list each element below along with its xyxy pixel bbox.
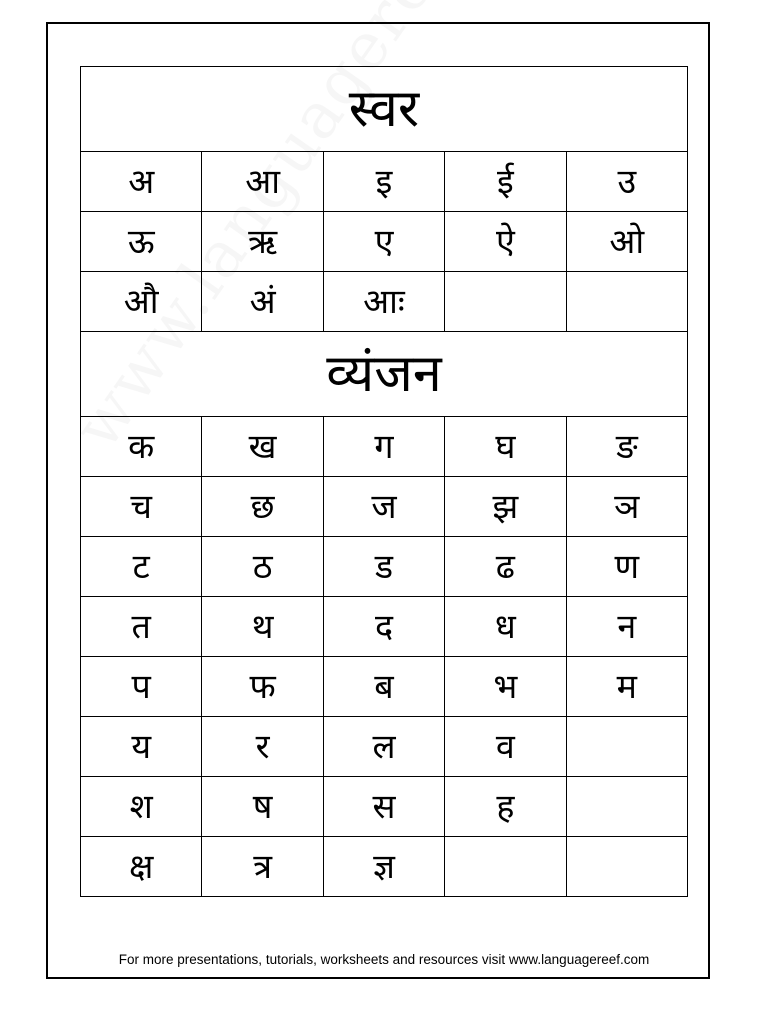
letter-cell: श bbox=[81, 777, 202, 837]
letter-cell bbox=[566, 717, 687, 777]
letter-cell: इ bbox=[323, 152, 444, 212]
vowels-heading-row bbox=[81, 67, 688, 152]
letter-cell: ड bbox=[323, 537, 444, 597]
letter-cell: क bbox=[81, 417, 202, 477]
footer-note: For more presentations, tutorials, worksheets and resources visit www.languagereef.com bbox=[118, 952, 650, 967]
table-row bbox=[81, 717, 688, 777]
letter-cell: आः bbox=[323, 272, 444, 332]
letter-cell: अं bbox=[202, 272, 323, 332]
letter-cell: प bbox=[81, 657, 202, 717]
letter-cell: र bbox=[202, 717, 323, 777]
letter-cell: ऊ bbox=[81, 212, 202, 272]
table-row bbox=[81, 777, 688, 837]
letter-cell: न bbox=[566, 597, 687, 657]
letter-cell: ए bbox=[323, 212, 444, 272]
letter-cell bbox=[445, 272, 566, 332]
letter-cell: स bbox=[323, 777, 444, 837]
table-row bbox=[81, 477, 688, 537]
letter-cell: ज्ञ bbox=[323, 837, 444, 897]
letter-cell: ट bbox=[81, 537, 202, 597]
vowels-heading: स्वर bbox=[81, 67, 688, 152]
letter-cell: क्ष bbox=[81, 837, 202, 897]
letter-cell bbox=[566, 272, 687, 332]
letter-cell bbox=[445, 837, 566, 897]
hindi-alphabet-table bbox=[80, 66, 688, 897]
letter-cell: ध bbox=[445, 597, 566, 657]
letter-cell: ख bbox=[202, 417, 323, 477]
letter-cell: अ bbox=[81, 152, 202, 212]
letter-cell: ढ bbox=[445, 537, 566, 597]
letter-cell: य bbox=[81, 717, 202, 777]
letter-cell: त्र bbox=[202, 837, 323, 897]
letter-cell: आ bbox=[202, 152, 323, 212]
letter-cell bbox=[566, 837, 687, 897]
letter-cell: औ bbox=[81, 272, 202, 332]
letter-cell: उ bbox=[566, 152, 687, 212]
letter-cell: फ bbox=[202, 657, 323, 717]
letter-cell: ञ bbox=[566, 477, 687, 537]
letter-cell: ओ bbox=[566, 212, 687, 272]
letter-cell: ग bbox=[323, 417, 444, 477]
letter-cell: ल bbox=[323, 717, 444, 777]
table-row bbox=[81, 152, 688, 212]
table-row bbox=[81, 212, 688, 272]
letter-cell: ऐ bbox=[445, 212, 566, 272]
letter-cell: ठ bbox=[202, 537, 323, 597]
letter-cell: ब bbox=[323, 657, 444, 717]
letter-cell: ङ bbox=[566, 417, 687, 477]
letter-cell: त bbox=[81, 597, 202, 657]
letter-cell: झ bbox=[445, 477, 566, 537]
letter-cell: ह bbox=[445, 777, 566, 837]
table-row bbox=[81, 272, 688, 332]
letter-cell: ऋ bbox=[202, 212, 323, 272]
letter-cell: घ bbox=[445, 417, 566, 477]
letter-cell: छ bbox=[202, 477, 323, 537]
consonants-heading-row bbox=[81, 332, 688, 417]
letter-cell: च bbox=[81, 477, 202, 537]
letter-cell: ष bbox=[202, 777, 323, 837]
letter-cell: म bbox=[566, 657, 687, 717]
letter-cell: ज bbox=[323, 477, 444, 537]
table-row bbox=[81, 537, 688, 597]
table-row bbox=[81, 417, 688, 477]
letter-cell: ई bbox=[445, 152, 566, 212]
letter-cell: द bbox=[323, 597, 444, 657]
letter-cell: ण bbox=[566, 537, 687, 597]
letter-cell: व bbox=[445, 717, 566, 777]
table-row bbox=[81, 597, 688, 657]
letter-cell: थ bbox=[202, 597, 323, 657]
letter-cell bbox=[566, 777, 687, 837]
table-row bbox=[81, 837, 688, 897]
letter-cell: भ bbox=[445, 657, 566, 717]
table-row bbox=[81, 657, 688, 717]
consonants-heading: व्यंजन bbox=[81, 332, 688, 417]
